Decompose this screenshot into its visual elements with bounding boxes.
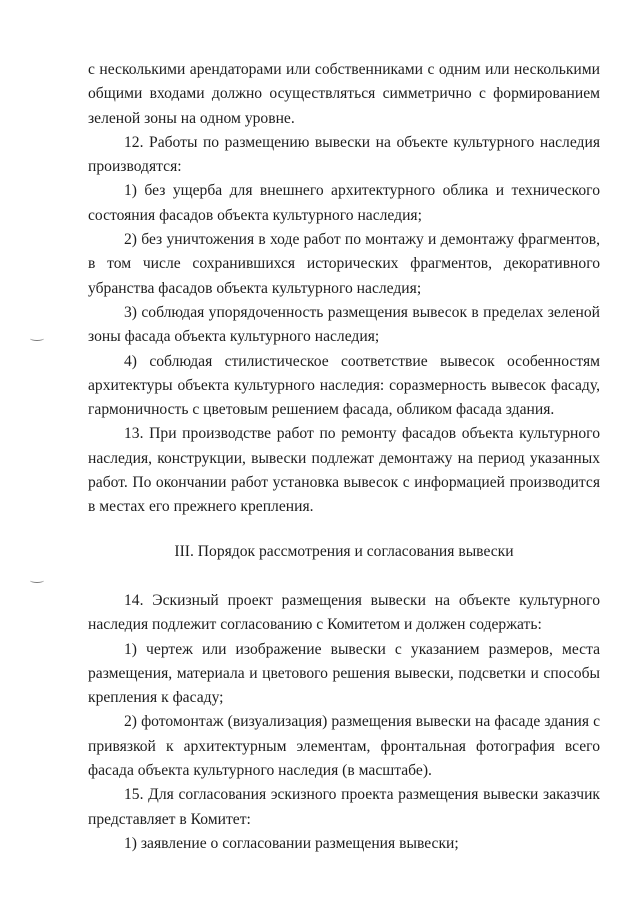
paragraph-12-item-3: 3) соблюдая упорядоченность размещения вывесок в пределах зеленой зоны фасада объекта культурного наследия; [88,303,600,346]
paragraph-13: 13. При производстве работ по ремонту фасадов объекта культурного наследия, конструкции, вывески подлежат демонтажу на период указанных работ. По окончании работ установка вывесок с информацией производится в местах его прежнего крепления. [88,425,600,516]
paragraph-15: 15. Для согласования эскизного проекта размещения вывески заказчик представляет в Комитет: [88,786,600,828]
paragraph-12: 12. Работы по размещению вывески на объекте культурного наследия производятся: [88,133,600,176]
paragraph-14-item-2: 2) фотомонтаж (визуализация) размещения вывески на фасаде здания с привязкой к архитектурным элементам, фронтальная фотография всего фасада объекта культурного наследия (в масштабе). [88,713,600,780]
margin-mark [30,336,44,341]
section-heading: III. Порядок рассмотрения и согласования вывески [174,542,514,560]
document-page [88,58,600,856]
margin-mark [30,578,44,583]
paragraph-14: 14. Эскизный проект размещения вывески на объекте культурного наследия подлежит согласованию с Комитетом и должен содержать: [88,591,600,634]
paragraph-14-item-1: 1) чертеж или изображение вывески с указанием размеров, места размещения, материала и цветового решения вывески, подсветки и способы крепления к фасаду; [88,640,600,707]
paragraph-15-item-1: 1) заявление о согласовании размещения вывески; [124,834,459,852]
paragraph-12-item-1: 1) без ущерба для внешнего архитектурного облика и технического состояния фасадов объекта культурного наследия; [88,182,600,224]
paragraph-12-item-4: 4) соблюдая стилистическое соответствие вывесок особенностям архитектуры объекта культурного наследия: соразмерность вывесок фасаду, гармоничность с цветовым решением фасада, обликом фасада здания. [88,352,600,419]
paragraph-continuation: с несколькими арендаторами или собственниками с одним или несколькими общими входами должно осуществляться симметрично с формированием зеленой зоны на одном уровне. [88,61,600,127]
paragraph-12-item-2: 2) без уничтожения в ходе работ по монтажу и демонтажу фрагментов, в том числе сохранившихся исторических фрагментов, декоративного убранства фасадов объекта культурного наследия; [88,231,600,297]
